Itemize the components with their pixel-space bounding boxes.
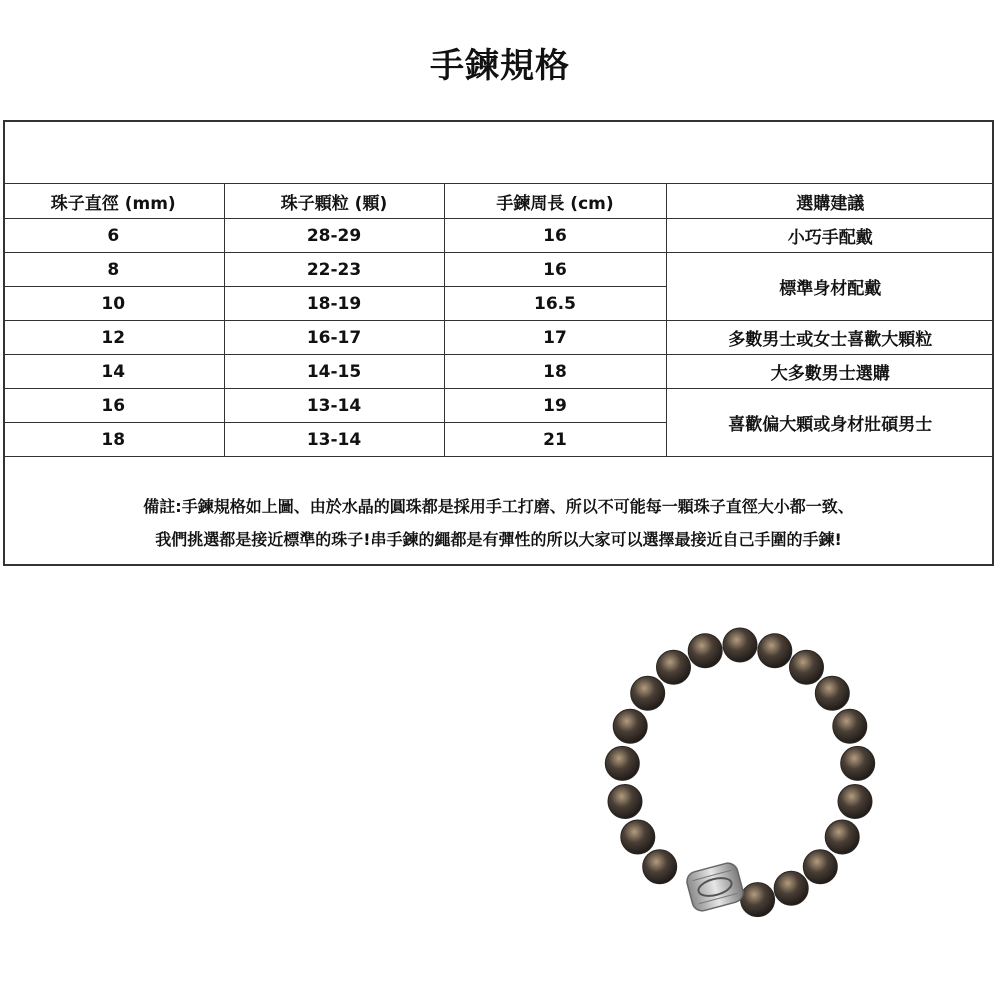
cell-suggestion: 大多數男士選購: [666, 355, 994, 389]
cell-diameter: 18: [3, 423, 224, 457]
table-row: [3, 253, 994, 287]
table-row: [3, 219, 994, 253]
cell-length: 16: [444, 253, 666, 287]
table-header-row: [3, 184, 994, 219]
cell-length: 16: [444, 219, 666, 253]
bead: [608, 785, 642, 819]
table-row: [3, 389, 994, 423]
cell-diameter: 16: [3, 389, 224, 423]
header-diameter: 珠子直徑 (mm): [3, 184, 224, 219]
cell-diameter: 12: [3, 321, 224, 355]
cell-count: 14-15: [224, 355, 444, 389]
silver-charm: [685, 861, 746, 913]
bead: [631, 676, 665, 710]
header-length: 手鍊周長 (cm): [444, 184, 666, 219]
cell-length: 18: [444, 355, 666, 389]
bead-ring: [605, 628, 874, 917]
cell-suggestion: 喜歡偏大顆或身材壯碩男士: [666, 389, 994, 457]
cell-suggestion: 小巧手配戴: [666, 219, 994, 253]
bead: [803, 850, 837, 884]
bead: [825, 820, 859, 854]
cell-suggestion: 多數男士或女士喜歡大顆粒: [666, 321, 994, 355]
page-title: 手鍊規格: [430, 46, 570, 86]
bead: [621, 820, 655, 854]
cell-length: 21: [444, 423, 666, 457]
note-line-2: 我們挑選都是接近標準的珠子!串手鍊的繩都是有彈性的所以大家可以選擇最接近自己手圍的手鍊!: [155, 530, 842, 549]
bead: [613, 709, 647, 743]
spec-table: [3, 183, 994, 457]
cell-length: 19: [444, 389, 666, 423]
bead: [741, 883, 775, 917]
bead: [815, 676, 849, 710]
bead: [723, 628, 757, 662]
bead: [643, 850, 677, 884]
table-row: [3, 355, 994, 389]
cell-count: 13-14: [224, 423, 444, 457]
cell-count: 13-14: [224, 389, 444, 423]
bead: [790, 650, 824, 684]
cell-length: 17: [444, 321, 666, 355]
bead: [758, 634, 792, 668]
cell-length: 16.5: [444, 287, 666, 321]
cell-count: 22-23: [224, 253, 444, 287]
note: [3, 490, 994, 556]
bead: [833, 709, 867, 743]
header-count: 珠子顆粒 (顆): [224, 184, 444, 219]
cell-diameter: 14: [3, 355, 224, 389]
bead: [605, 746, 639, 780]
bead: [841, 746, 875, 780]
table-row: [3, 321, 994, 355]
bead: [688, 634, 722, 668]
cell-count: 18-19: [224, 287, 444, 321]
bead: [657, 650, 691, 684]
cell-diameter: 8: [3, 253, 224, 287]
note-line-1: 備註:手鍊規格如上圖、由於水晶的圓珠都是採用手工打磨、所以不可能每一顆珠子直徑大小都一致、: [143, 497, 854, 516]
cell-diameter: 6: [3, 219, 224, 253]
bead: [774, 871, 808, 905]
bead: [838, 785, 872, 819]
header-suggestion: 選購建議: [666, 184, 994, 219]
cell-suggestion: 標準身材配戴: [666, 253, 994, 321]
bracelet-image: [590, 615, 890, 935]
cell-count: 16-17: [224, 321, 444, 355]
cell-diameter: 10: [3, 287, 224, 321]
cell-count: 28-29: [224, 219, 444, 253]
